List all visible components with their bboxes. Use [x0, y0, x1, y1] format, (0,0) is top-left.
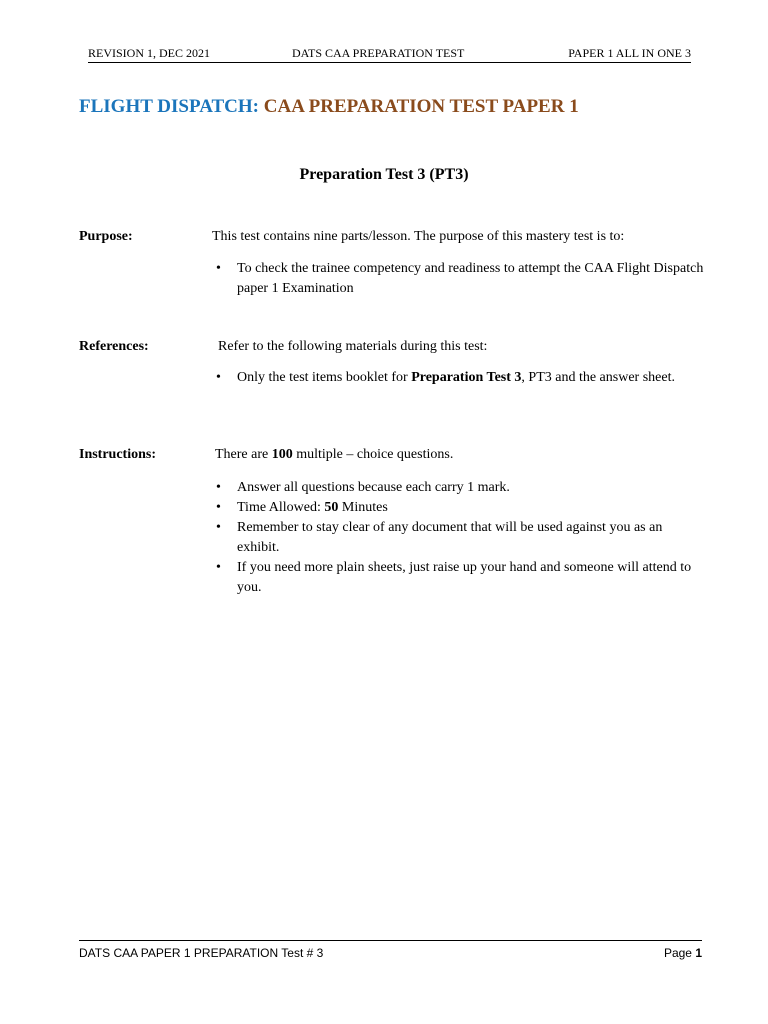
- purpose-list: [216, 259, 706, 299]
- instructions-intro: [215, 447, 453, 463]
- purpose-label: Purpose:: [79, 229, 133, 244]
- purpose-bullet: • To check the trainee competency and readiness to attempt the CAA Flight Dispatch paper 1 Examination: [216, 259, 706, 299]
- instructions-label: Instructions:: [79, 447, 157, 462]
- instructions-bullet-time: [216, 498, 706, 518]
- header-paper: PAPER 1 ALL IN ONE 3: [568, 46, 691, 60]
- instructions-bullet-exhibit: • Remember to stay clear of any document that will be used against you as an exhibit.: [216, 518, 706, 558]
- instructions-intro-pre: There are: [215, 447, 272, 462]
- references-bullet-pre: Only the test items booklet for: [237, 370, 412, 385]
- instructions-bullet-marks: • Answer all questions because each carry 1 mark.: [216, 478, 706, 498]
- footer-page-label: Page: [663, 946, 696, 960]
- references-bullet: [216, 368, 706, 388]
- main-title-part1: FLIGHT DISPATCH:: [79, 96, 259, 117]
- instructions-bullet-sheets: • If you need more plain sheets, just raise up your hand and someone will attend to you.: [216, 558, 706, 598]
- page-footer: [79, 940, 702, 960]
- time-allowed-value: 50: [324, 500, 339, 515]
- purpose-intro: This test contains nine parts/lesson. The purpose of this mastery test is to:: [212, 229, 625, 244]
- header-revision: REVISION 1, DEC 2021: [88, 46, 210, 60]
- references-label: References:: [79, 339, 149, 354]
- question-count: 100: [271, 447, 293, 462]
- footer-page: [664, 946, 702, 960]
- references-bullet-post: , PT3 and the answer sheet.: [521, 370, 675, 385]
- footer-title: DATS CAA PAPER 1 PREPARATION Test # 3: [79, 946, 324, 960]
- page-header: [88, 46, 691, 63]
- instructions-intro-post: multiple – choice questions.: [292, 447, 454, 462]
- references-list: [216, 368, 706, 388]
- page-number: 1: [695, 946, 702, 960]
- instructions-list: [216, 478, 706, 598]
- main-title: [79, 96, 579, 118]
- references-intro: Refer to the following materials during this test:: [218, 339, 488, 354]
- time-allowed-post: Minutes: [338, 500, 388, 515]
- main-title-part2: CAA PREPARATION TEST PAPER 1: [263, 96, 579, 117]
- header-title: DATS CAA PREPARATION TEST: [292, 46, 465, 60]
- subtitle: Preparation Test 3 (PT3): [299, 166, 469, 183]
- references-bullet-bold: Preparation Test 3: [411, 370, 522, 385]
- time-allowed-pre: Time Allowed:: [237, 500, 325, 515]
